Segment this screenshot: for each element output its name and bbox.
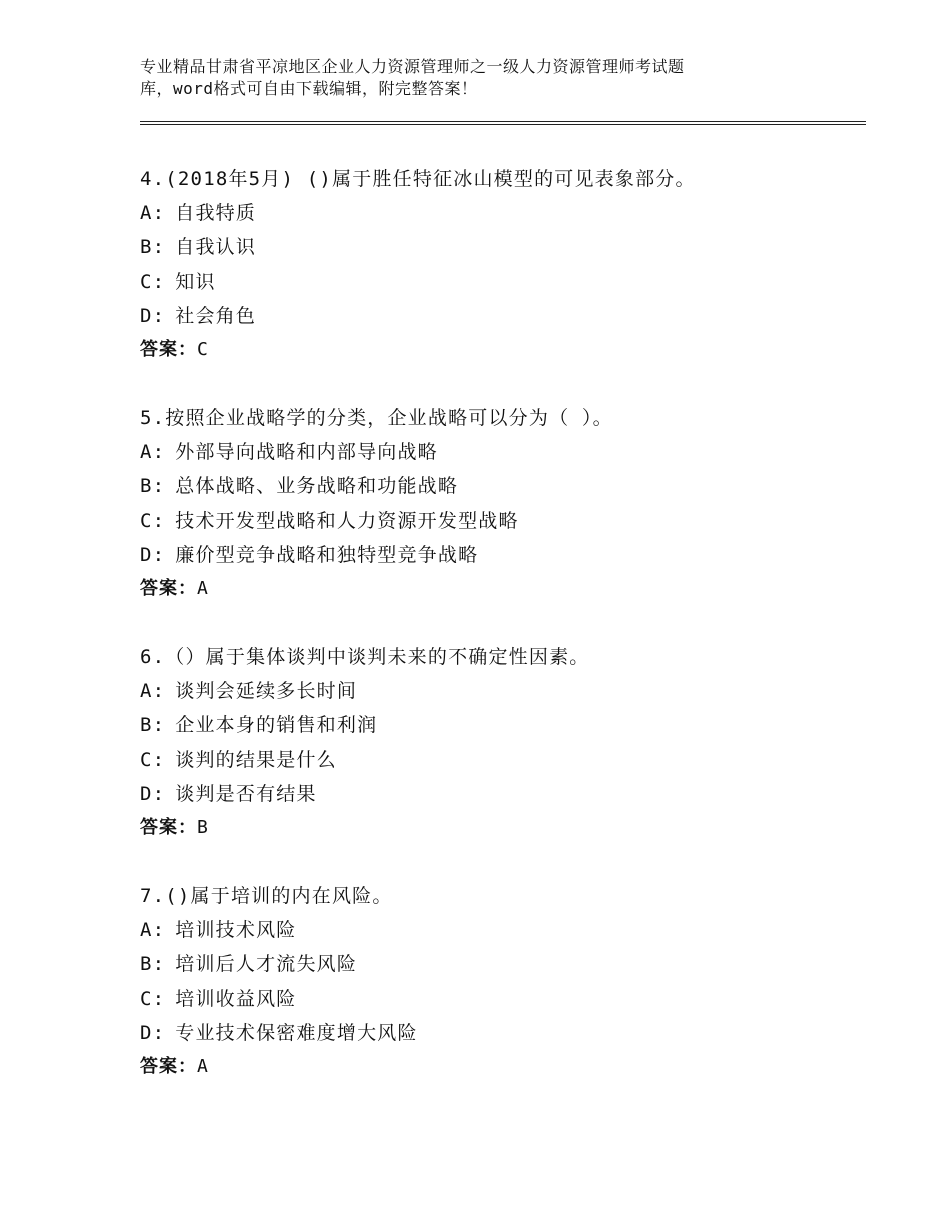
answer-label: 答案： xyxy=(140,577,197,599)
option-text: 谈判会延续多长时间 xyxy=(175,680,358,703)
option-letter: B: xyxy=(140,236,166,259)
option-text: 外部导向战略和内部导向战略 xyxy=(175,441,438,464)
option-d xyxy=(140,1016,860,1050)
option-d xyxy=(140,538,860,572)
question-stem: 7.()属于培训的内在风险。 xyxy=(140,885,393,907)
header-divider-top xyxy=(140,121,866,122)
answer-line xyxy=(140,572,860,606)
option-c xyxy=(140,743,860,777)
option-d xyxy=(140,299,860,333)
question-block xyxy=(140,640,860,845)
option-a xyxy=(140,196,860,230)
option-b xyxy=(140,230,860,264)
option-letter: B: xyxy=(140,475,166,498)
option-text: 社会角色 xyxy=(175,304,257,327)
option-text: 企业本身的销售和利润 xyxy=(175,714,378,737)
option-text: 廉价型竞争战略和独特型竞争战略 xyxy=(175,543,479,566)
question-stem: 6.（）属于集体谈判中谈判未来的不确定性因素。 xyxy=(140,646,590,668)
option-letter: D: xyxy=(140,543,166,566)
option-text: 培训技术风险 xyxy=(175,919,297,942)
option-text: 自我特质 xyxy=(175,202,257,225)
option-c xyxy=(140,982,860,1016)
option-letter: B: xyxy=(140,953,166,976)
option-letter: C: xyxy=(140,509,166,532)
option-a xyxy=(140,674,860,708)
option-letter: C: xyxy=(140,270,166,293)
option-c xyxy=(140,265,860,299)
answer-value: C xyxy=(197,338,209,360)
option-text: 培训收益风险 xyxy=(175,987,297,1010)
option-letter: A: xyxy=(140,919,166,942)
document-header xyxy=(140,56,840,100)
option-a xyxy=(140,913,860,947)
header-line-2: 库，word格式可自由下载编辑，附完整答案！ xyxy=(140,79,478,98)
option-a xyxy=(140,435,860,469)
answer-line xyxy=(140,333,860,367)
answer-label: 答案： xyxy=(140,1055,197,1077)
answer-label: 答案： xyxy=(140,338,197,360)
option-letter: A: xyxy=(140,441,166,464)
option-d xyxy=(140,777,860,811)
option-letter: C: xyxy=(140,748,166,771)
option-text: 总体战略、业务战略和功能战略 xyxy=(175,475,459,498)
option-letter: B: xyxy=(140,714,166,737)
option-text: 自我认识 xyxy=(175,236,257,259)
header-divider-bottom xyxy=(140,124,866,125)
option-text: 专业技术保密难度增大风险 xyxy=(175,1021,418,1044)
option-letter: D: xyxy=(140,782,166,805)
question-stem: 4.(2018年5月) ()属于胜任特征冰山模型的可见表象部分。 xyxy=(140,168,696,190)
option-letter: A: xyxy=(140,680,166,703)
option-letter: D: xyxy=(140,304,166,327)
option-letter: A: xyxy=(140,202,166,225)
answer-value: B xyxy=(197,816,209,838)
option-b xyxy=(140,708,860,742)
answer-label: 答案： xyxy=(140,816,197,838)
question-block xyxy=(140,162,860,367)
header-line-1: 专业精品甘肃省平凉地区企业人力资源管理师之一级人力资源管理师考试题 xyxy=(140,57,685,76)
answer-line xyxy=(140,1050,860,1084)
question-block xyxy=(140,879,860,1084)
option-letter: D: xyxy=(140,1021,166,1044)
question-stem: 5.按照企业战略学的分类，企业战略可以分为（ ）。 xyxy=(140,407,613,429)
question-block xyxy=(140,401,860,606)
option-b xyxy=(140,947,860,981)
answer-value: A xyxy=(197,577,209,599)
option-b xyxy=(140,469,860,503)
answer-value: A xyxy=(197,1055,209,1077)
option-letter: C: xyxy=(140,987,166,1010)
option-text: 知识 xyxy=(175,270,216,293)
option-text: 培训后人才流失风险 xyxy=(175,953,358,976)
option-text: 技术开发型战略和人力资源开发型战略 xyxy=(175,509,519,532)
option-c xyxy=(140,504,860,538)
option-text: 谈判是否有结果 xyxy=(175,782,317,805)
answer-line xyxy=(140,811,860,845)
option-text: 谈判的结果是什么 xyxy=(175,748,337,771)
